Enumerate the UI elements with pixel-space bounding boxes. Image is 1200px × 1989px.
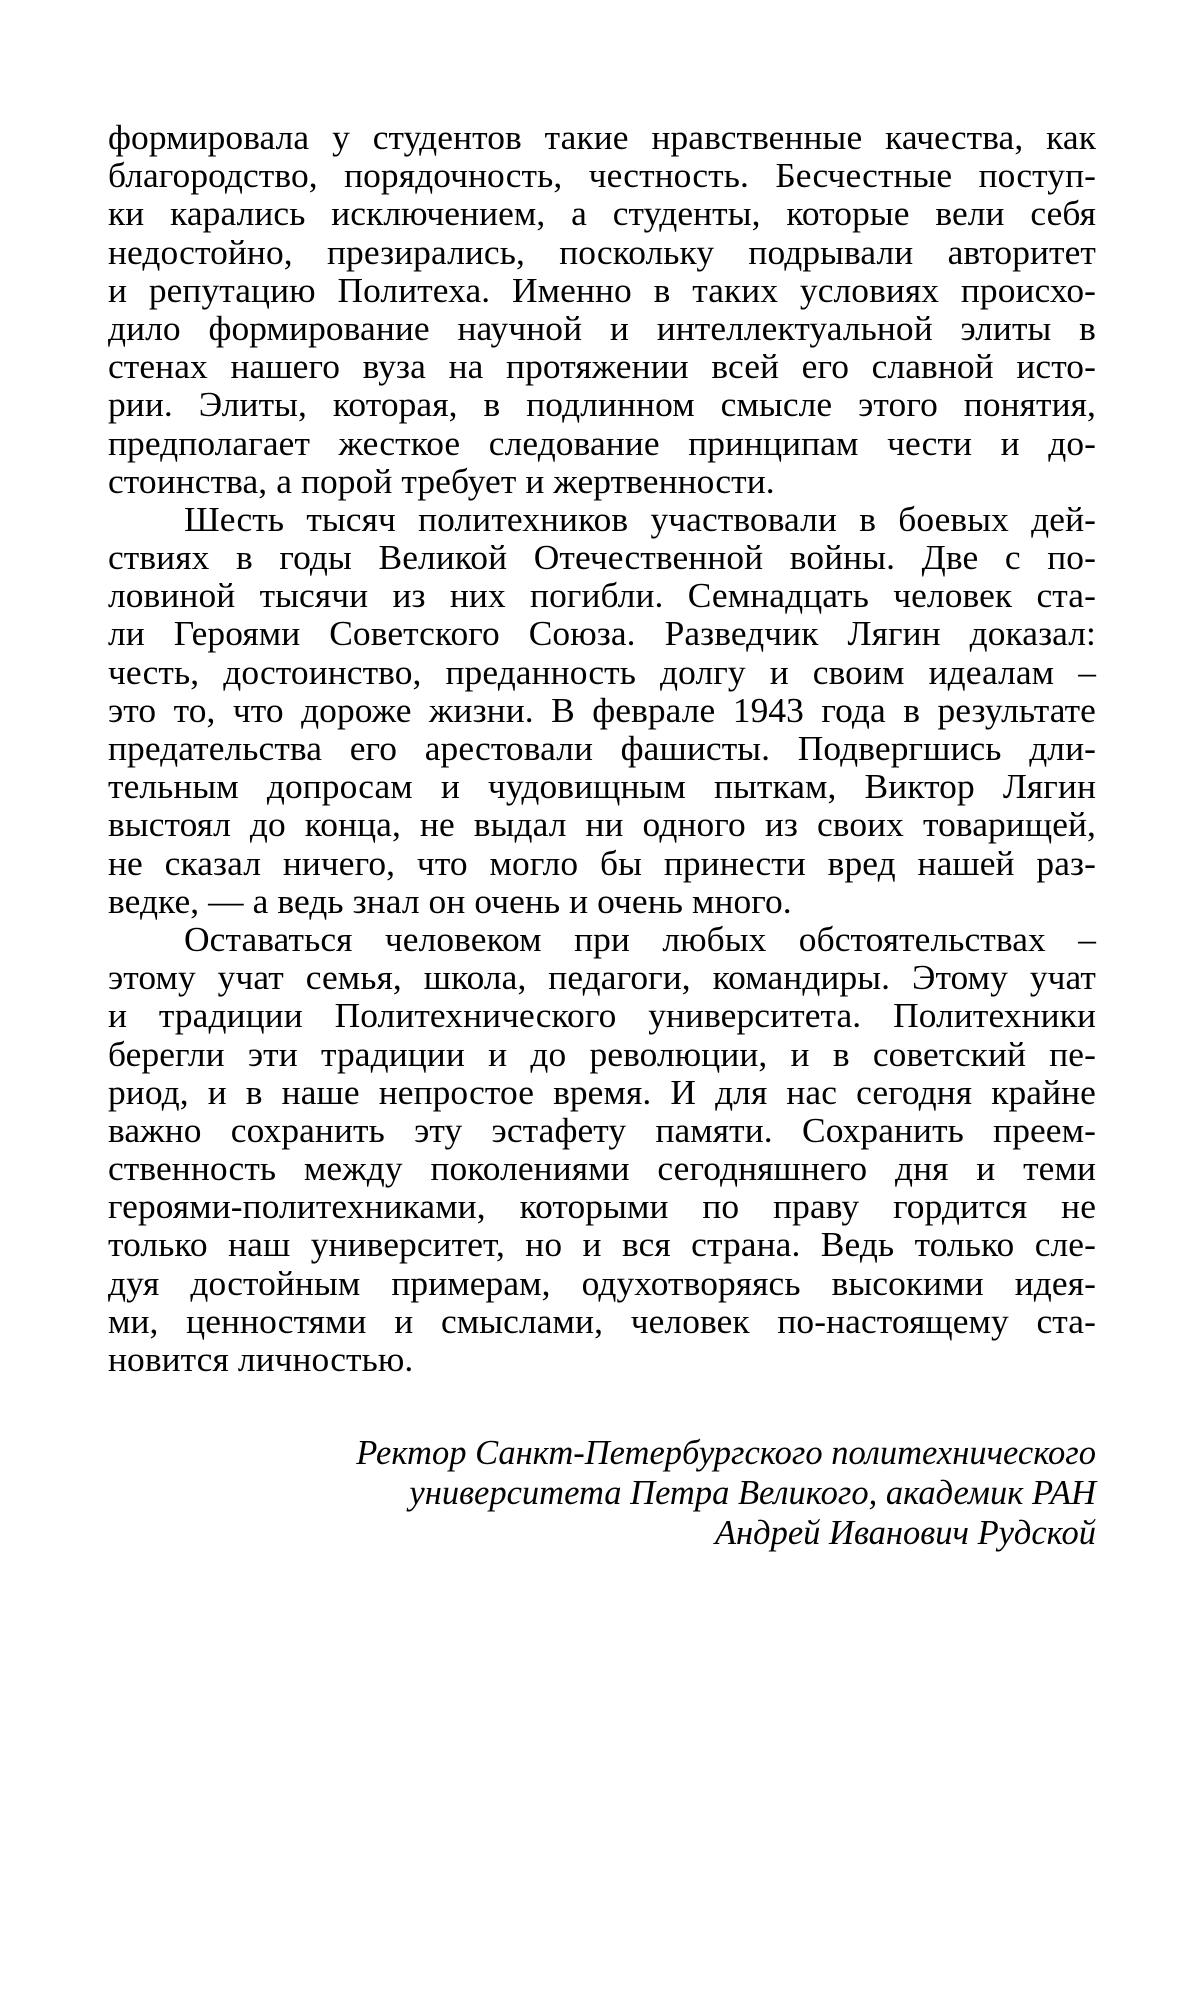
text-line: честь, достоинство, преданность долгу и своим идеалам – (108, 651, 1096, 692)
author-signature (356, 1433, 1096, 1553)
paragraph-1 (108, 118, 1096, 500)
text-line: рии. Элиты, которая, в подлинном смысле этого понятия, (108, 384, 1096, 425)
text-line: выстоял до конца, не выдал ни одного из своих товарищей, (108, 804, 1096, 845)
text-line: ственность между поколениями сегодняшнего дня и теми (108, 1148, 1096, 1189)
text-line: ли Героями Советского Союза. Разведчик Лягин доказал: (108, 613, 1096, 654)
text-line: только наш университет, но и вся страна. Ведь только сле- (108, 1224, 1096, 1265)
text-line: ствиях в годы Великой Отечественной войны. Две с по- (108, 537, 1096, 578)
text-line: ловиной тысячи из них погибли. Семнадцать человек ста- (108, 575, 1096, 616)
text-line: Оставаться человеком при любых обстоятельствах – (184, 918, 1096, 959)
text-line: берегли эти традиции и до революции, и в советский пе- (108, 1033, 1096, 1074)
text-line: Шесть тысяч политехников участвовали в боевых дей- (184, 498, 1096, 539)
text-line: предполагает жесткое следование принципам чести и до- (108, 422, 1096, 463)
text-line: ки карались исключением, а студенты, которые вели себя (108, 193, 1096, 234)
text-line: этому учат семья, школа, педагоги, командиры. Этому учат (108, 957, 1096, 998)
paragraph-2 (108, 500, 1096, 920)
text-line: ми, ценностями и смыслами, человек по-настоящему ста- (108, 1300, 1096, 1341)
text-line: не сказал ничего, что могло бы принести вред нашей раз- (108, 842, 1096, 883)
text-line: это то, что дороже жизни. В феврале 1943 года в результате (108, 689, 1096, 730)
text-line: стоинства, а порой требует и жертвенности. (108, 460, 775, 501)
text-line: дуя достойным примерам, одухотворяясь высокими идея- (108, 1262, 1096, 1303)
text-line: ведке, — а ведь знал он очень и очень много. (108, 880, 792, 921)
text-line: важно сохранить эту эстафету памяти. Сохранить преем- (108, 1109, 1096, 1150)
text-line: тельным допросам и чудовищным пыткам, Виктор Лягин (108, 766, 1096, 807)
text-line: стенах нашего вуза на протяжении всей его славной исто- (108, 346, 1096, 387)
text-line: риод, и в наше непростое время. И для нас сегодня крайне (108, 1071, 1096, 1112)
signature-line: университета Петра Великого, академик РАН (409, 1474, 1096, 1512)
paragraph-3 (108, 920, 1096, 1378)
text-line: героями-политехниками, которыми по праву гордится не (108, 1186, 1096, 1227)
text-line: и традиции Политехнического университета. Политехники (108, 995, 1096, 1036)
signature-line: Ректор Санкт-Петербургского политехнического (356, 1434, 1096, 1472)
text-line: предательства его арестовали фашисты. Подвергшись дли- (108, 728, 1096, 768)
text-line: дило формирование научной и интеллектуальной элиты в (108, 307, 1096, 348)
signature-name: Андрей Иванович Рудской (714, 1514, 1096, 1552)
text-line: и репутацию Политеха. Именно в таких условиях происхо- (108, 269, 1096, 310)
text-line: благородство, порядочность, честность. Бесчестные поступ- (108, 155, 1096, 196)
text-line: формировала у студентов такие нравственные качества, как (108, 117, 1096, 157)
text-line: недостойно, презирались, поскольку подрывали авторитет (108, 231, 1096, 272)
text-line: новится личностью. (108, 1339, 414, 1379)
document-page (108, 117, 1096, 1552)
